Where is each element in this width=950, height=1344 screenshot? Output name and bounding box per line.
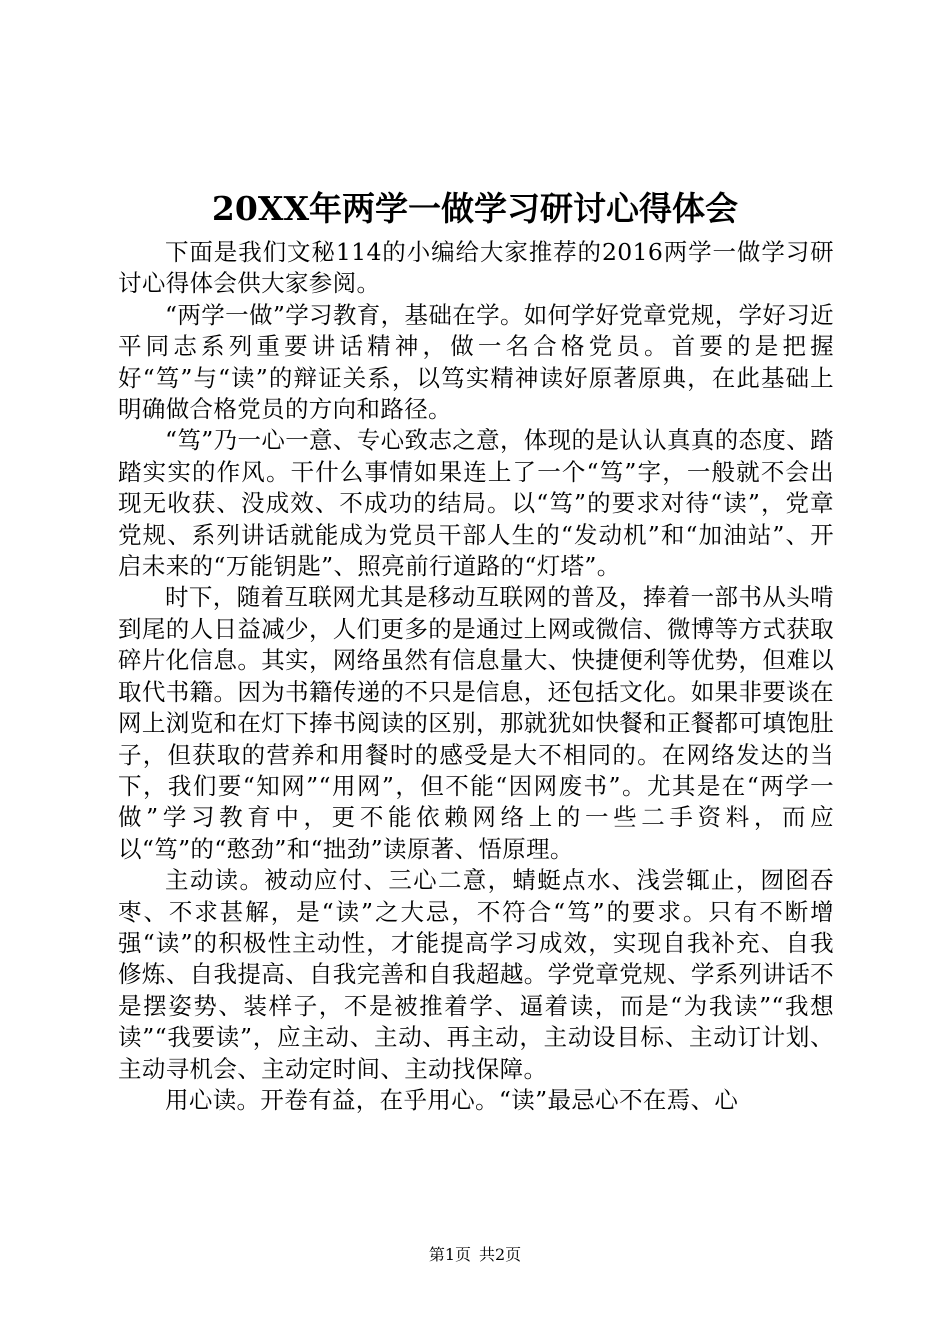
page-footer <box>0 1244 950 1266</box>
paragraph-attentive-reading: 用心读。开卷有益，在乎用心。“读”最忌心不在焉、心 <box>165 1085 739 1114</box>
page-total: 共2页 <box>479 1245 522 1264</box>
page-number: 第1页 <box>428 1245 471 1264</box>
document-body <box>118 237 834 1116</box>
paragraph-active-reading: 主动读。被动应付、三心二意，蜻蜓点水、浅尝辄止，囫囵吞枣、不求甚解，是“读”之大忌，不符合“笃”的要求。只有不断增强“读”的积极性主动性，才能提高学习成效，实现自我补充、自我修炼、自我提高、自我完善和自我超越。学党章党规、学系列讲话不是摆姿势、装样子，不是被推着学、逼着读，而是“为我读”“我想读”“我要读”，应主动、主动、再主动，主动设目标、主动订计划、主动寻机会、主动定时间、主动找保障。 <box>118 866 834 1083</box>
document-title: 20XX年两学一做学习研讨心得体会 <box>211 189 739 228</box>
paragraph-du-meaning: “笃”乃一心一意、专心致志之意，体现的是认认真真的态度、踏踏实实的作风。干什么事情如果连上了一个“笃”字，一般就不会出现无收获、没成效、不成功的结局。以“笃”的要求对待“读”，党章党规、系列讲话就能成为党员干部人生的“发动机”和“加油站”、开启未来的“万能钥匙”、照亮前行道路的“灯塔”。 <box>118 426 834 581</box>
paragraph-foundation: “两学一做”学习教育，基础在学。如何学好党章党规，学好习近平同志系列重要讲话精神，做一名合格党员。首要的是把握好“笃”与“读”的辩证关系，以笃实精神读好原著原典，在此基础上明确做合格党员的方向和路径。 <box>118 300 834 424</box>
paragraph-intro: 下面是我们文秘114的小编给大家推荐的2016两学一做学习研讨心得体会供大家参阅。 <box>118 238 834 298</box>
paragraph-internet-reading: 时下，随着互联网尤其是移动互联网的普及，捧着一部书从头啃到尾的人日益减少，人们更多的是通过上网或微信、微博等方式获取碎片化信息。其实，网络虽然有信息量大、快捷便利等优势，但难以取代书籍。因为书籍传递的不只是信息，还包括文化。如果非要谈在网上浏览和在灯下捧书阅读的区别，那就犹如快餐和正餐都可填饱肚子，但获取的营养和用餐时的感受是大不相同的。在网络发达的当下，我们要“知网”“用网”，但不能“因网废书”。尤其是在“两学一做”学习教育中，更不能依赖网络上的一些二手资料，而应以“笃”的“憨劲”和“拙劲”读原著、悟原理。 <box>118 583 834 863</box>
